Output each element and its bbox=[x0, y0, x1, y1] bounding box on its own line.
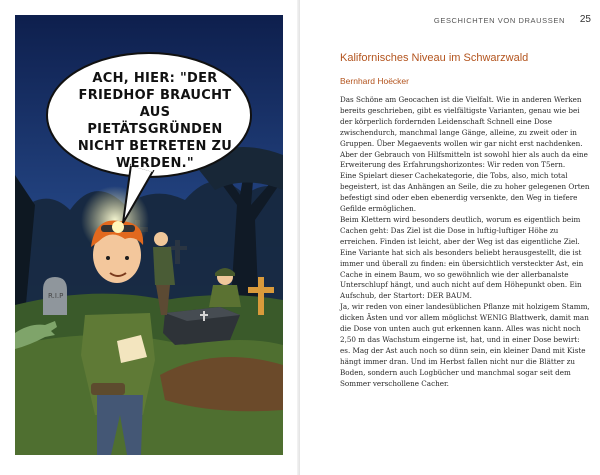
body-paragraph: Ja, wir reden von einer landesüblichen Pflanze mit holzigem Stamm, dicken Ästen und vor allem möglichst WENIG Blattwerk, damit man die Dose von unten auch gut erkennen kann. Alles was nicht noch 2,50 m das Wachstum eingerne ist, hat, und in einer Dose bewirt: es. Mag der Ast auch noch so dünn sein, ein kleiner Dand mit Kiste hängt immer dran. Und im Herbst fallen nicht nur die Blätter zu Boden, sondern auch Logbücher und manchmal sogar seit dem Sommer verschollene Cacher. bbox=[340, 302, 590, 388]
body-paragraph: Eine Variante hat sich als besonders beliebt herausgestellt, die ist immer und überall zu finden: ein übersichtlich versteckter Ast, ein Cache in einem Baum, wo so gewöhnlich wie der allerbanalste Unterschlupf hängt, und auch nicht auf dem Höhepunkt oben. Ein Aufschub, der Startort: DER BAUM. bbox=[340, 247, 584, 301]
body-paragraph: Eine Spielart dieser Cachekategorie, die Tobs, also, mich total begeistert, ist das Anhängen an Seile, die zu hoher gelegenen Orten befestigt sind oder eben ebenerdig versenkte, den Weg in tiefere Gefilde ermöglichen. bbox=[340, 171, 590, 214]
article-author: Bernhard Hoëcker bbox=[340, 76, 409, 86]
cartoon-illustration bbox=[15, 15, 283, 455]
page-number: 25 bbox=[579, 14, 591, 25]
running-head: GESCHICHTEN VON DRAUSSEN bbox=[433, 16, 565, 25]
article-body bbox=[340, 95, 590, 389]
body-paragraph: Das Schöne am Geocachen ist die Vielfalt. Wie in anderen Werken bereits geschrieben, gibt es vielfältigste Varianten, genau wie bei der körperlich fordernden Leidenschaft Schnell eine Dose zwischendurch, manchmal lange Gänge, alleine, zu zweit oder in Gruppen. Über Megaevents wollen wir gar nicht erst nachdenken. Aber der Gebrauch von Hilfsmitteln ist sowohl hier als auch da eine Erweiterung des Erfahrungshorizontes: Wir reden von T5ern. bbox=[340, 95, 588, 170]
svg-text:R.I.P: R.I.P bbox=[48, 292, 64, 300]
article-title: Kalifornisches Niveau im Schwarzwald bbox=[340, 52, 529, 64]
left-page bbox=[0, 0, 298, 475]
body-paragraph: Beim Klettern wird besonders deutlich, worum es eigentlich beim Cachen geht: Das Ziel ist die Dose in luftig-luftiger Höhe zu erreichen. Finden ist leicht, aber der Weg ist das eigentliche Ziel. bbox=[340, 214, 581, 246]
right-page bbox=[300, 0, 600, 475]
speech-bubble-text: ACH, HIER: "DER FRIEDHOF BRAUCHT AUS PIETÄTSGRÜNDEN NICHT BETRETEN ZU WERDEN." bbox=[77, 71, 233, 171]
page-header bbox=[356, 16, 591, 30]
